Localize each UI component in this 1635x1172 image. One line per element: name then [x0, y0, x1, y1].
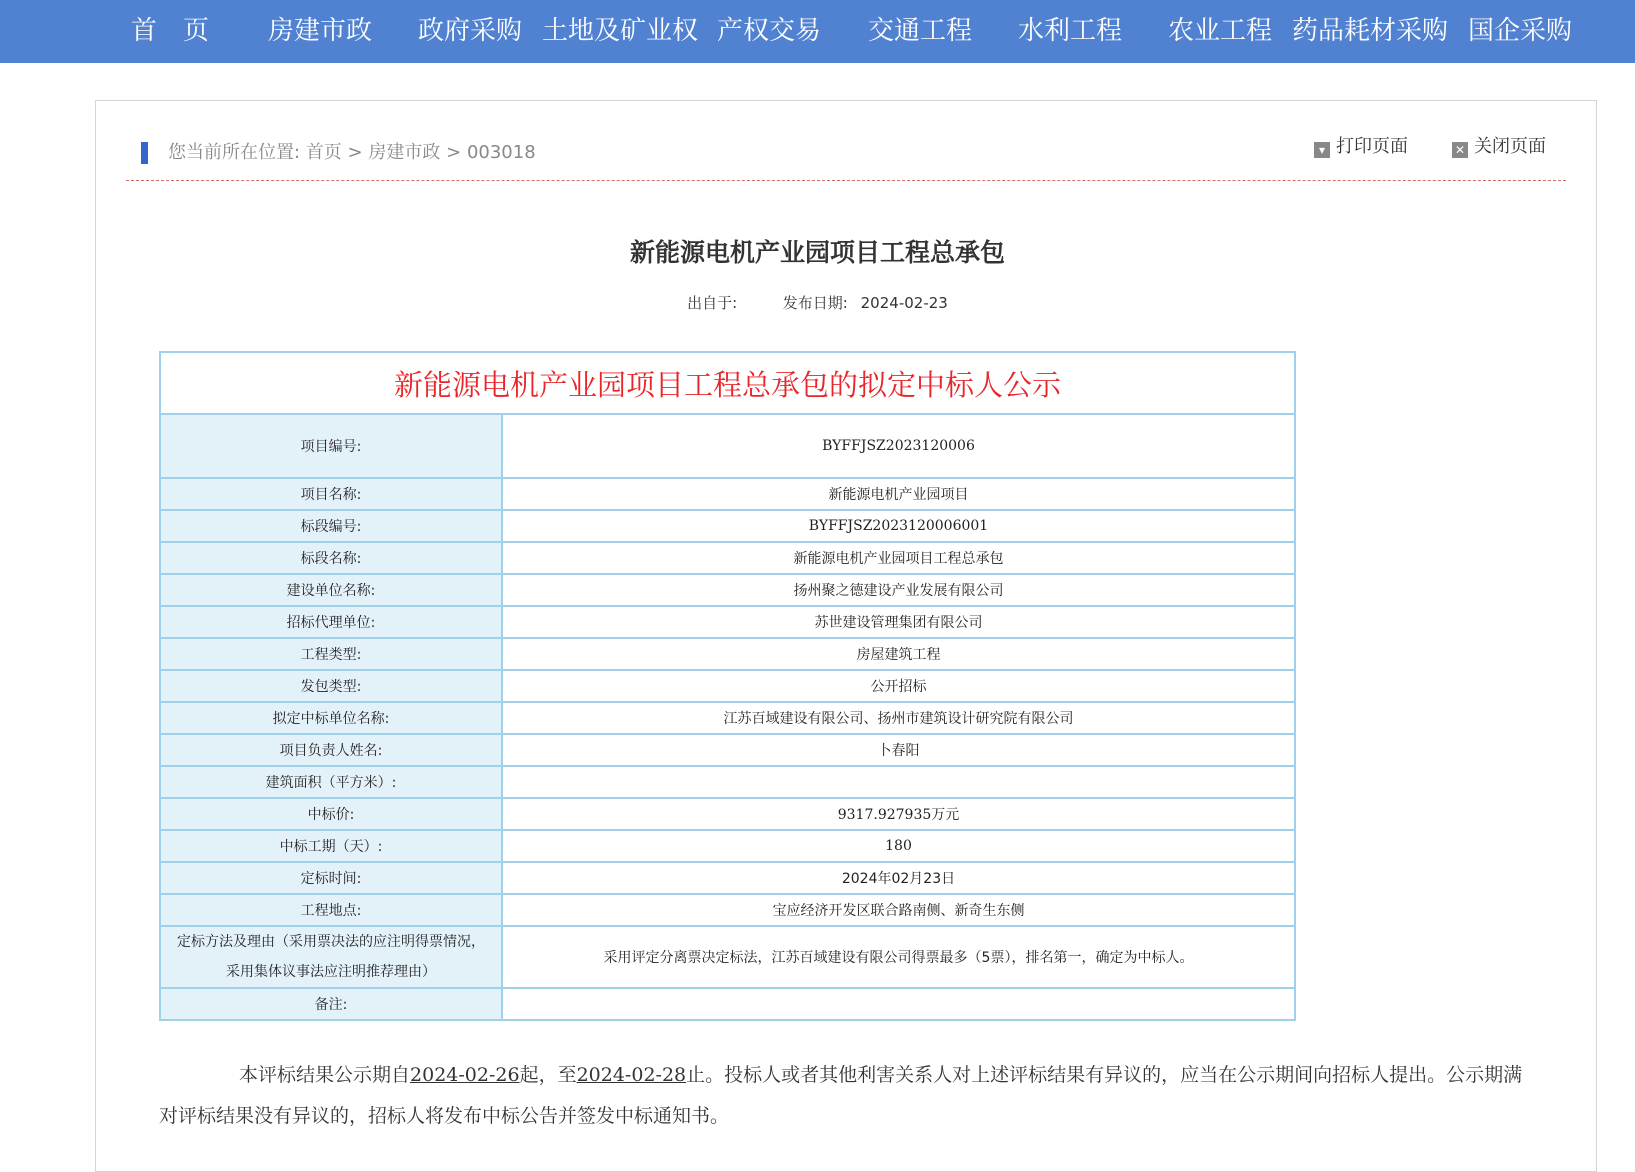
table-row	[160, 478, 1295, 510]
row-value: 180	[502, 830, 1295, 862]
table-row	[160, 830, 1295, 862]
close-page-label: 关闭页面	[1474, 136, 1546, 157]
table-row	[160, 734, 1295, 766]
row-value: 房屋建筑工程	[502, 638, 1295, 670]
row-label: 标段名称:	[160, 542, 502, 574]
row-label-line: 定标方法及理由（采用票决法的应注明得票情况，	[177, 934, 485, 950]
row-label: 中标价:	[160, 798, 502, 830]
row-label: 建设单位名称:	[160, 574, 502, 606]
row-label: 备注:	[160, 988, 502, 1020]
divider	[126, 180, 1566, 181]
row-value: BYFFJSZ2023120006001	[502, 510, 1295, 542]
nav-transport[interactable]: 交通工程	[867, 16, 973, 46]
date-label: 发布日期:	[782, 294, 848, 312]
publicity-end-date: 2024-02-28	[576, 1064, 687, 1086]
close-icon: ✕	[1452, 142, 1468, 158]
table-row	[160, 862, 1295, 894]
source-label: 出自于:	[687, 294, 738, 312]
row-label: 标段编号:	[160, 510, 502, 542]
paragraph-text: 本评标结果公示期自	[239, 1064, 411, 1086]
row-value: 采用评定分离票决定标法，江苏百域建设有限公司得票最多（5票），排名第一，确定为中标人。	[502, 926, 1295, 988]
publicity-start-date: 2024-02-26	[410, 1064, 520, 1086]
breadcrumb-separator: >	[347, 142, 363, 163]
row-value: 宝应经济开发区联合路南侧、新奇生东侧	[502, 894, 1295, 926]
table-row	[160, 414, 1295, 478]
row-label: 建筑面积（平方米）:	[160, 766, 502, 798]
nav-home[interactable]: 首 页	[130, 16, 210, 46]
nav-water[interactable]: 水利工程	[1017, 16, 1123, 46]
top-nav	[0, 0, 1635, 63]
row-label: 项目负责人姓名:	[160, 734, 502, 766]
publish-date: 2024-02-23	[860, 294, 948, 312]
row-label: 招标代理单位:	[160, 606, 502, 638]
row-label: 定标时间:	[160, 862, 502, 894]
row-value: 公开招标	[502, 670, 1295, 702]
row-label: 工程类型:	[160, 638, 502, 670]
nav-construction[interactable]: 房建市政	[267, 16, 373, 46]
breadcrumb-separator: >	[446, 142, 462, 163]
row-value: 江苏百域建设有限公司、扬州市建筑设计研究院有限公司	[502, 702, 1295, 734]
table-row	[160, 926, 1295, 988]
breadcrumb-marker	[141, 142, 148, 164]
page-title: 新能源电机产业园项目工程总承包	[629, 238, 1005, 267]
print-page-button[interactable]	[1314, 134, 1408, 160]
row-label: 发包类型:	[160, 670, 502, 702]
row-value: 卜春阳	[502, 734, 1295, 766]
row-value: 2024年02月23日	[502, 862, 1295, 894]
breadcrumb-prefix: 您当前所在位置:	[168, 142, 301, 163]
table-row	[160, 702, 1295, 734]
table-row	[160, 638, 1295, 670]
nav-soe-procurement[interactable]: 国企采购	[1467, 16, 1573, 46]
breadcrumb-current: 003018	[466, 142, 536, 163]
table-row	[160, 988, 1295, 1020]
row-label: 工程地点:	[160, 894, 502, 926]
row-label: 中标工期（天）:	[160, 830, 502, 862]
breadcrumb	[140, 140, 1500, 176]
print-icon: ▾	[1314, 142, 1330, 158]
print-page-label: 打印页面	[1336, 136, 1408, 157]
nav-land-mining[interactable]: 土地及矿业权	[541, 16, 699, 46]
row-label: 项目编号:	[160, 414, 502, 478]
row-value	[502, 988, 1295, 1020]
table-row	[160, 606, 1295, 638]
close-page-button[interactable]	[1452, 134, 1546, 160]
row-value: 扬州聚之德建设产业发展有限公司	[502, 574, 1295, 606]
nav-gov-procurement[interactable]: 政府采购	[417, 16, 523, 46]
notice-heading: 新能源电机产业园项目工程总承包的拟定中标人公示	[160, 352, 1295, 414]
table-row	[160, 894, 1295, 926]
row-value: 新能源电机产业园项目	[502, 478, 1295, 510]
notice-table	[159, 351, 1296, 1021]
paragraph-text: 止。投标人或者其他利害关系人对上述评标结果有异议的，应当在公示期间向招标人提出。公示期满对评标结果没有异议的，招标人将发布中标公告并签发中标通知书。	[159, 1064, 1523, 1127]
breadcrumb-category-link[interactable]: 房建市政	[368, 142, 441, 163]
row-value: 新能源电机产业园项目工程总承包	[502, 542, 1295, 574]
nav-medicine[interactable]: 药品耗材采购	[1291, 16, 1449, 46]
table-row	[160, 798, 1295, 830]
nav-agriculture[interactable]: 农业工程	[1167, 16, 1273, 46]
row-label: 拟定中标单位名称:	[160, 702, 502, 734]
table-row	[160, 542, 1295, 574]
publicity-paragraph	[159, 1055, 1529, 1137]
row-value	[502, 766, 1295, 798]
table-row	[160, 766, 1295, 798]
row-value: 苏世建设管理集团有限公司	[502, 606, 1295, 638]
row-value: BYFFJSZ2023120006	[502, 414, 1295, 478]
article-meta	[0, 292, 1635, 313]
breadcrumb-home-link[interactable]: 首页	[305, 142, 342, 163]
table-row	[160, 574, 1295, 606]
nav-property-trading[interactable]: 产权交易	[716, 16, 822, 46]
breadcrumb-text	[168, 140, 536, 166]
table-row	[160, 510, 1295, 542]
row-label	[160, 926, 502, 988]
paragraph-text: 起，至	[519, 1064, 577, 1086]
row-value: 9317.927935万元	[502, 798, 1295, 830]
row-label: 项目名称:	[160, 478, 502, 510]
table-row	[160, 670, 1295, 702]
row-label-line: 采用集体议事法应注明推荐理由）	[226, 964, 436, 980]
